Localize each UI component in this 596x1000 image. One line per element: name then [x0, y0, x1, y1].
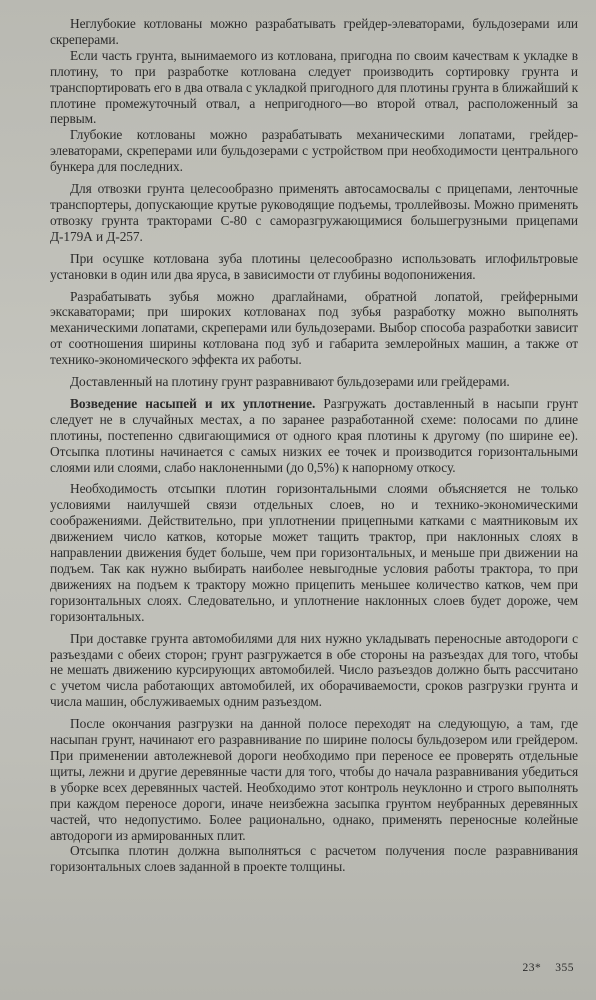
page-number: 355	[555, 962, 574, 974]
paragraph: При доставке грунта автомобилями для них нужно укладывать переносные автодороги с разъездами с обеих сторон; грунт разгружается в обе стороны на разъездах для того, чтобы не мешать движению курсирующих автомобилей. Число разъездов должно быть рассчитано с учетом числа работающих автомобилей, их оборачиваемости, сроков разгрузки грунта и числа машин, обслуживаемых одним разъездом.	[50, 630, 578, 710]
paragraph: Если часть грунта, вынимаемого из котлована, пригодна по своим качествам к укладке в плотину, то при разработке котлована следует производить сортировку грунта и транспортировать его в два отвала с укладкой пригодного для плотины грунта в ближайший к плотине промежуточный отвал, а непригодного—во второй отвал, расположенный за первым.	[50, 47, 578, 127]
signature-mark: 23*	[522, 962, 542, 974]
paragraph: Для отвозки грунта целесообразно применять автосамосвалы с прицепами, ленточные транспортеры, допускающие крутые руководящие подъемы, троллейвозы. Можно применять отвозку грунта тракторами С-80 с саморазгружающимися большегрузными прицепами Д-179А и Д-257.	[50, 181, 578, 244]
paragraph: Разрабатывать зубья можно драглайнами, обратной лопатой, грейферными экскаваторами; при широких котлованах под зубья разработку можно выполнять механическими лопатами, скреперами или бульдозерами. Выбор способа разработки зависит от соотношения ширины котлована под зуб и габарита землеройных машин, а также от технико-экономического эффекта их работы.	[50, 288, 578, 368]
paragraph: После окончания разгрузки на данной полосе переходят на следующую, а там, где насыпан грунт, начинают его разравнивание по ширине полосы бульдозером или грейдером. При применении автолежневой дороги необходимо при переносе ее проверять отдельные щиты, лежни и другие деревянные части для того, чтобы до начала разравнивания убедиться в уборке всех деревянных частей. Необходимо этот контроль неуклонно и строго выполнять при каждом переносе дороги, иначе неизбежна засыпка грунтом неубранных деревянных частей, что недопустимо. Более рационально, однако, применять переносные колейные автодороги из армированных плит.	[50, 716, 578, 843]
paragraph: При осушке котлована зуба плотины целесообразно использовать иглофильтровые установки в один или два яруса, в зависимости от глубины водопонижения.	[50, 250, 578, 282]
section-text: Разгружать доставленный в насыпи грунт следует не в случайных местах, а по заранее разработанной схеме: полосами по длине плотины, постепенно сдвигающимися от одного края плотины к другому (по ширине ее). Отсыпка плотины начинается с самых низких ее точек и производится горизонтальными слоями или слоями, слабо наклоненными (до 0,5%) к напорному откосу.	[50, 395, 578, 475]
section-paragraph	[50, 396, 578, 476]
paragraph: Отсыпка плотин должна выполняться с расчетом получения после разравнивания горизонтальных слоев заданной в проекте толщины.	[50, 843, 578, 875]
paragraph: Глубокие котлованы можно разрабатывать механическими лопатами, грейдер-элеваторами, скреперами или бульдозерами с устройством при необходимости центрального бункера для последних.	[50, 127, 578, 175]
section-heading: Возведение насыпей и их уплотнение.	[70, 395, 316, 411]
page-footer	[509, 962, 575, 974]
paragraph: Необходимость отсыпки плотин горизонтальными слоями объясняется не только условиями наилучшей связи отдельных слоев, но и технико-экономическими соображениями. Действительно, при уплотнении прицепными катками с маятниковым их движением число катков, которые может тащить трактор, при наклонных слоях в направлении движения будет больше, чем при горизонтальных, и меньше при движении на подъем. Так как нужно выбирать наиболее невыгодные условия работы трактора, то при движениях на подъем к трактору можно прицепить меньшее количество катков, чем при горизонтальных слоях. Следовательно, и уплотнение наклонных слоев будет дороже, чем горизонтальных.	[50, 481, 578, 624]
paragraph: Доставленный на плотину грунт разравнивают бульдозерами или грейдерами.	[70, 374, 510, 390]
paragraph: Неглубокие котлованы можно разрабатывать грейдер-элеваторами, бульдозерами или скреперами.	[50, 16, 578, 47]
